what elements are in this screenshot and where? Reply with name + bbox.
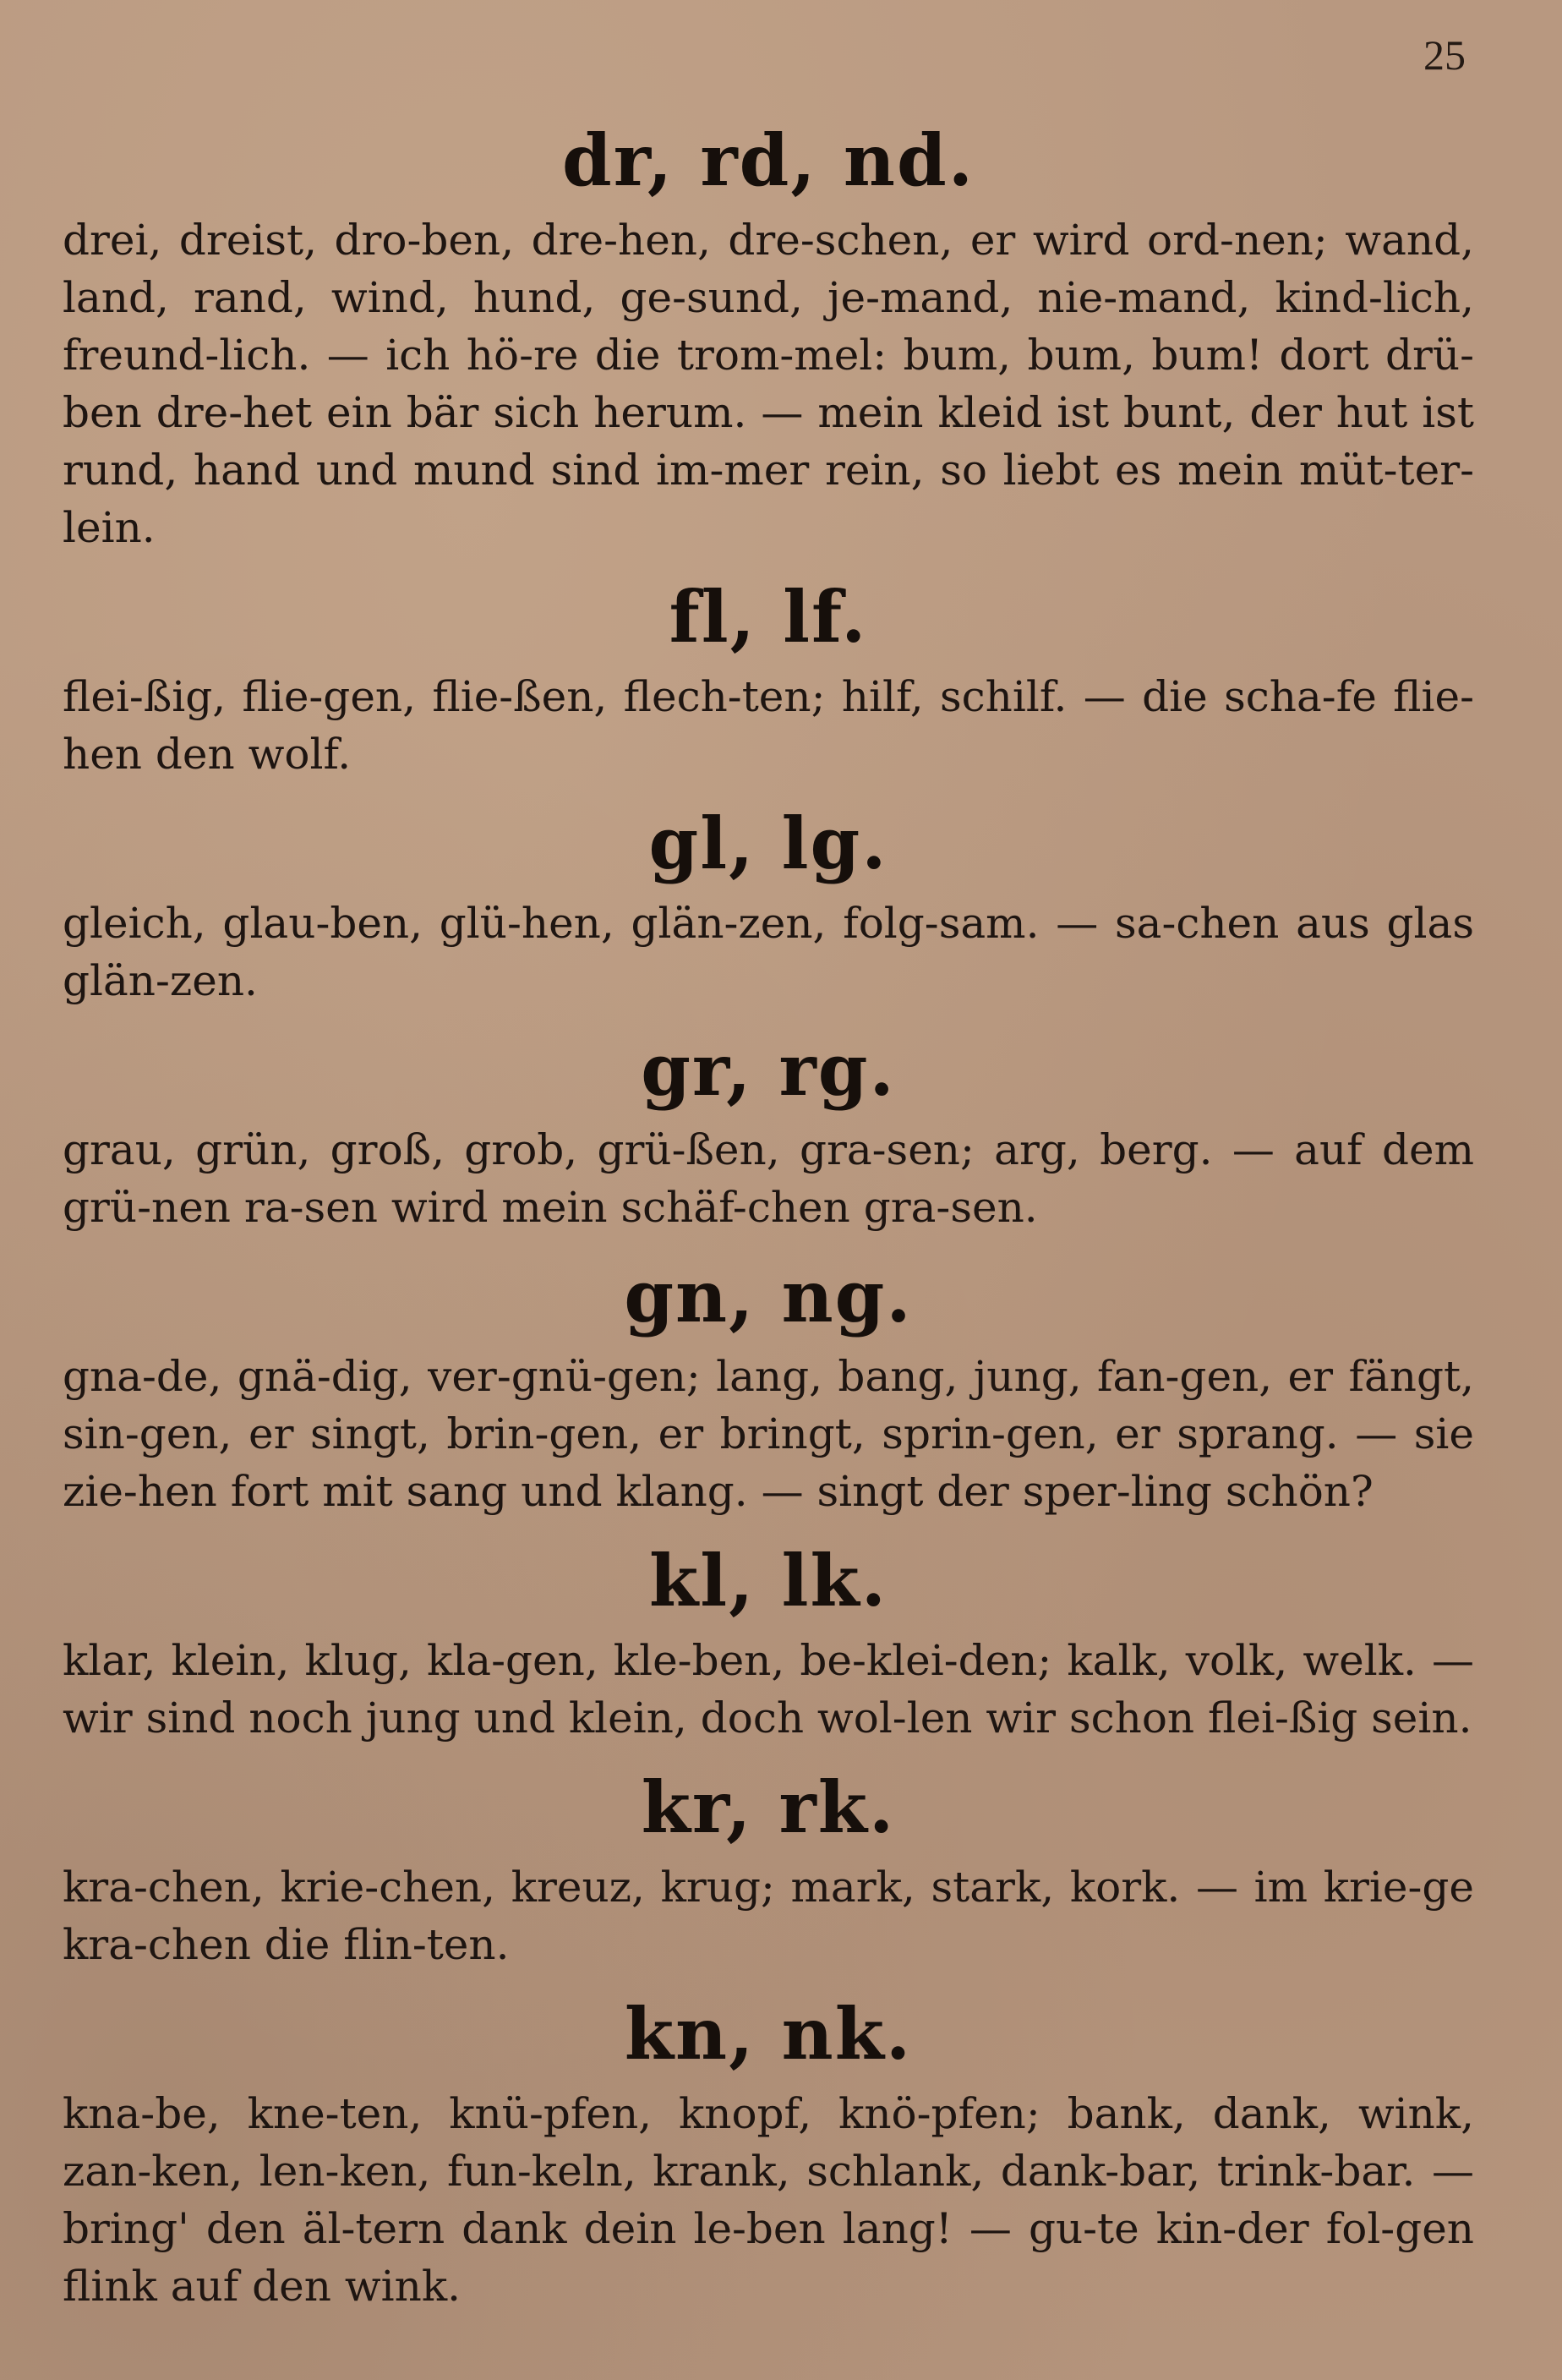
section-text: gleich, glau-ben, glü-hen, glän-zen, folg-sam. — sa-chen aus glas glän-zen.: [63, 899, 1474, 1005]
section-text: klar, klein, klug, kla-gen, kle-ben, be-klei-den; kalk, volk, welk. — wir sind noch jung und klein, doch wol-len wir schon flei-ßig sein.: [63, 1636, 1474, 1743]
section-kn-nk: [63, 1992, 1474, 2315]
section-text: kra-chen, krie-chen, kreuz, krug; mark, stark, kork. — im krie-ge kra-chen die flin-ten.: [63, 1863, 1474, 1969]
section-text: gna-de, gnä-dig, ver-gnü-gen; lang, bang, jung, fan-gen, er fängt, sin-gen, er singt, brin-gen, er bringt, sprin-gen, er sprang. — sie zie-hen fort mit sang und klang. — singt der sper-ling schön?: [63, 1352, 1474, 1516]
section-text: kna-be, kne-ten, knü-pfen, knopf, knö-pfen; bank, dank, wink, zan-ken, len-ken, fun-keln, krank, schlank, dank-bar, trink-bar. — bring' den äl-tern dank dein le-ben lang! — gu-te kin-der fol-gen flink auf den wink.: [63, 2089, 1474, 2311]
section-kl-lk: [63, 1539, 1474, 1747]
section-heading: kr, rk.: [641, 1765, 896, 1849]
section-kr-rk: [63, 1765, 1474, 1973]
section-gl-lg: [63, 802, 1474, 1009]
section-fl-lf: [63, 575, 1474, 783]
section-heading: kl, lk.: [649, 1539, 888, 1622]
section-heading: dr, rd, nd.: [562, 118, 975, 202]
section-text: flei-ßig, flie-gen, flie-ßen, flech-ten; hilf, schilf. — die scha-fe flie-hen den wolf.: [63, 672, 1474, 779]
section-heading: fl, lf.: [669, 575, 868, 659]
section-dr-rd-nd: [63, 118, 1474, 556]
section-heading: gn, ng.: [624, 1255, 913, 1338]
page-content: [63, 118, 1474, 2333]
section-heading: kn, nk.: [624, 1992, 913, 2076]
section-heading: gl, lg.: [648, 802, 888, 885]
section-text: drei, dreist, dro-ben, dre-hen, dre-schen, er wird ord-nen; wand, land, rand, wind, hund, ge-sund, je-mand, nie-mand, kind-lich, freund-lich. — ich hö-re die trom-mel: bum, bum, bum! dort drü-ben dre-het ein bär sich herum. — mein kleid ist bunt, der hut ist rund, hand und mund sind im-mer rein, so liebt es mein müt-ter-lein.: [63, 216, 1474, 552]
section-heading: gr, rg.: [641, 1028, 896, 1112]
page-number: 25: [1423, 31, 1466, 79]
section-text: grau, grün, groß, grob, grü-ßen, gra-sen; arg, berg. — auf dem grü-nen ra-sen wird mein schäf-chen gra-sen.: [63, 1125, 1474, 1232]
section-gr-rg: [63, 1028, 1474, 1236]
section-gn-ng: [63, 1255, 1474, 1520]
